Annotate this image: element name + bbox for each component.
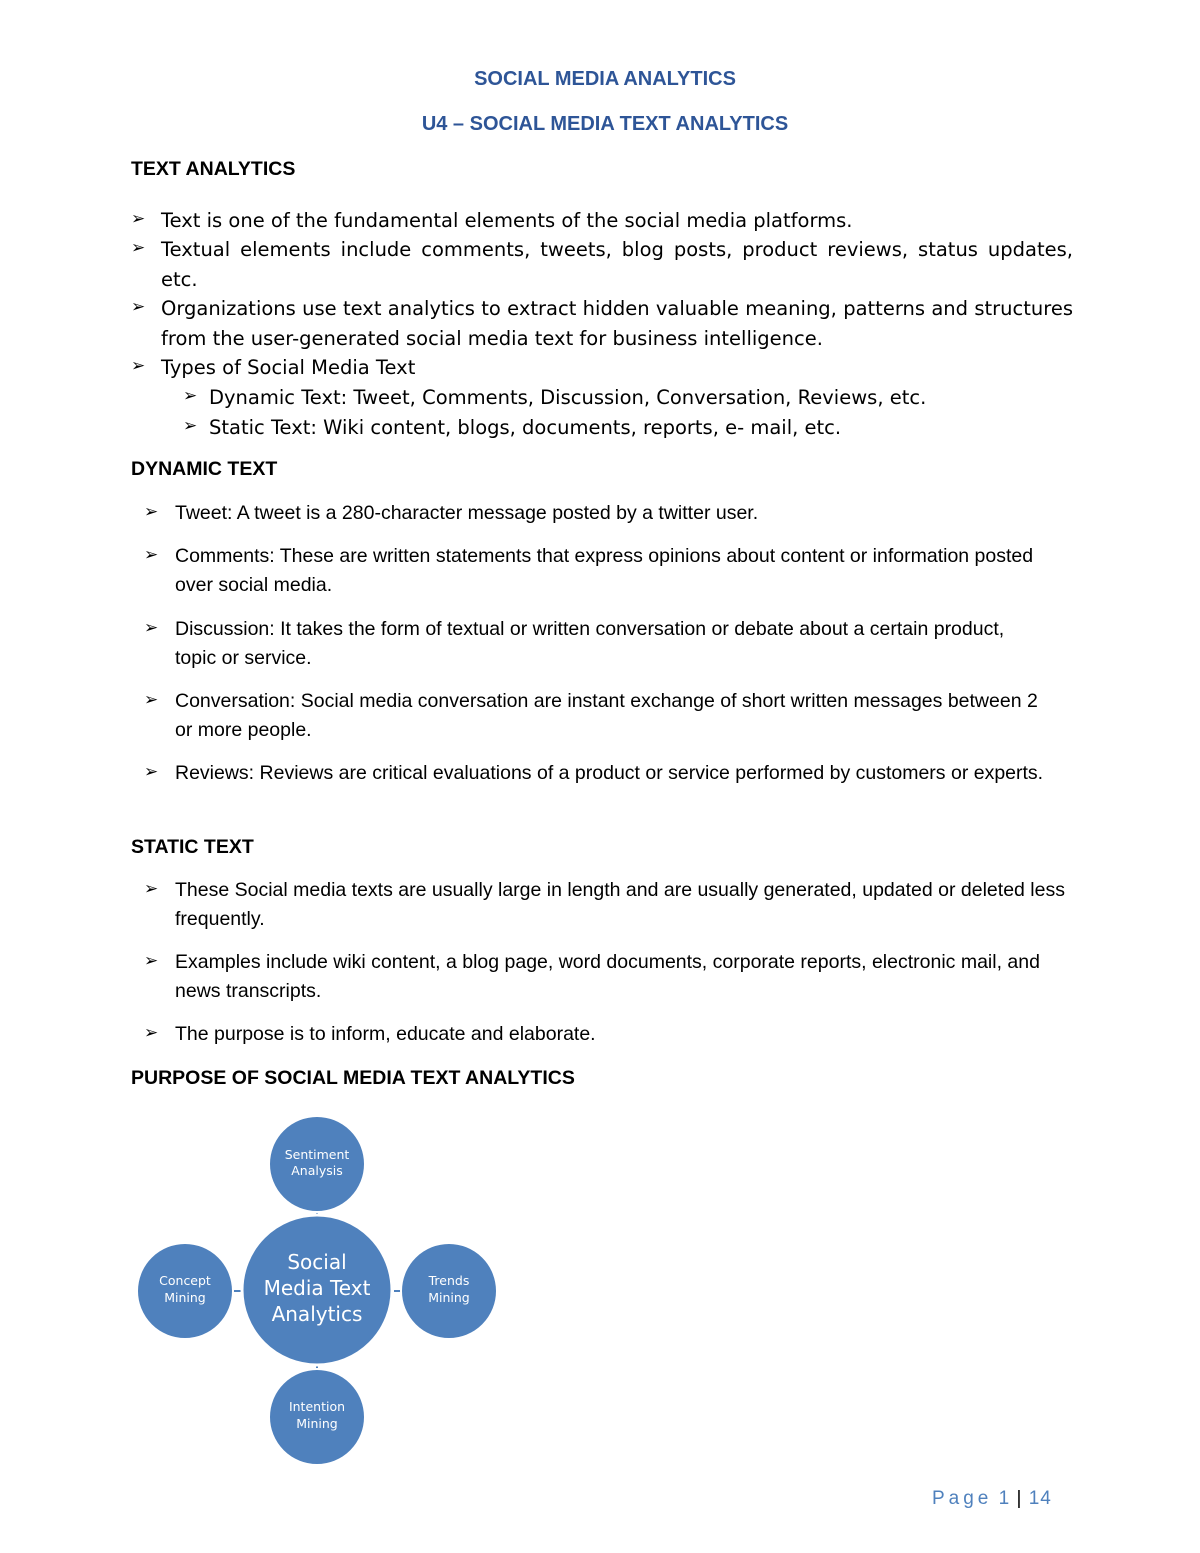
arrowhead-bullet-icon: ➢	[144, 762, 159, 781]
list-item	[131, 206, 1073, 236]
list-item	[183, 413, 1073, 443]
page-footer	[932, 1488, 1052, 1510]
arrowhead-bullet-icon: ➢	[144, 690, 159, 709]
list-item	[131, 353, 1073, 383]
section-heading-purpose: PURPOSE OF SOCIAL MEDIA TEXT ANALYTICS	[131, 1067, 575, 1089]
arrowhead-bullet-icon: ➢	[144, 951, 159, 970]
footer-total-pages: 14	[1028, 1488, 1052, 1509]
purpose-diagram	[120, 1105, 520, 1475]
node-label-line: Mining	[296, 1416, 338, 1431]
list-item	[131, 235, 1073, 294]
arrowhead-bullet-icon: ➢	[144, 618, 159, 637]
bullet-text: Types of Social Media Text	[161, 356, 416, 379]
bullet-text: Text is one of the fundamental elements of the social media platforms.	[161, 209, 853, 232]
footer-page-number: 1	[998, 1488, 1011, 1509]
list-item	[144, 542, 1074, 599]
list-item	[144, 876, 1074, 933]
node-label-line: Trends	[428, 1273, 470, 1288]
list-item	[144, 499, 1074, 528]
list-item	[144, 1020, 1074, 1049]
node-label-line: Mining	[164, 1290, 206, 1305]
sub-bullet-text: Dynamic Text: Tweet, Comments, Discussion, Conversation, Reviews, etc.	[209, 386, 927, 409]
node-label-line: Intention	[288, 1399, 346, 1414]
arrowhead-bullet-icon: ➢	[144, 502, 159, 521]
section-heading-static-text: STATIC TEXT	[131, 836, 254, 858]
list-item	[144, 687, 1074, 744]
list-item	[131, 294, 1073, 353]
bullet-text: The purpose is to inform, educate and elaborate.	[175, 1023, 596, 1045]
node-label-line: Analysis	[291, 1163, 343, 1178]
center-label-line: Analytics	[271, 1302, 363, 1326]
center-label-line: Media Text	[263, 1276, 371, 1300]
arrowhead-bullet-icon: ➢	[131, 209, 146, 228]
bullet-text: Tweet: A tweet is a 280-character message posted by a twitter user.	[175, 502, 759, 524]
arrowhead-bullet-icon: ➢	[131, 297, 146, 316]
arrowhead-bullet-icon: ➢	[183, 386, 198, 405]
bullet-text: Examples include wiki content, a blog page, word documents, corporate reports, electronic mail, and news transcripts.	[175, 951, 1040, 1002]
bullet-text: Textual elements include comments, tweets, blog posts, product reviews, status updates, etc.	[161, 238, 1073, 291]
section-heading-dynamic-text: DYNAMIC TEXT	[131, 458, 278, 480]
center-label-line: Social	[287, 1250, 347, 1274]
list-item	[183, 383, 1073, 413]
arrowhead-bullet-icon: ➢	[183, 416, 198, 435]
footer-separator: |	[1016, 1488, 1023, 1509]
section-heading-text-analytics: TEXT ANALYTICS	[131, 158, 296, 180]
list-item	[144, 948, 1074, 1005]
node-label-line: Concept	[159, 1273, 211, 1288]
arrowhead-bullet-icon: ➢	[144, 545, 159, 564]
bullet-text: Organizations use text analytics to extract hidden valuable meaning, patterns and structures from the user-generated social media text for business intelligence.	[161, 297, 1073, 350]
footer-page-word: Page	[932, 1488, 993, 1509]
bullet-text: Comments: These are written statements that express opinions about content or information posted over social media.	[175, 545, 1034, 596]
arrowhead-bullet-icon: ➢	[144, 879, 159, 898]
node-label-line: Mining	[428, 1290, 470, 1305]
document-subtitle: U4 – SOCIAL MEDIA TEXT ANALYTICS	[421, 113, 789, 135]
document-title: SOCIAL MEDIA ANALYTICS	[474, 68, 736, 90]
node-label-line: Sentiment	[284, 1147, 350, 1162]
sub-bullet-text: Static Text: Wiki content, blogs, documents, reports, e- mail, etc.	[209, 416, 842, 439]
arrowhead-bullet-icon: ➢	[131, 356, 146, 375]
bullet-text: Reviews: Reviews are critical evaluations of a product or service performed by customers or experts.	[175, 762, 1044, 784]
list-item	[144, 759, 1074, 788]
bullet-text: Discussion: It takes the form of textual or written conversation or debate about a certain product, topic or service.	[175, 618, 1005, 669]
bullet-text: These Social media texts are usually large in length and are usually generated, updated or deleted less frequently.	[175, 879, 1065, 930]
bullet-text: Conversation: Social media conversation are instant exchange of short written messages between 2 or more people.	[175, 690, 1038, 741]
arrowhead-bullet-icon: ➢	[131, 238, 146, 257]
list-item	[144, 615, 1074, 672]
arrowhead-bullet-icon: ➢	[144, 1023, 159, 1042]
